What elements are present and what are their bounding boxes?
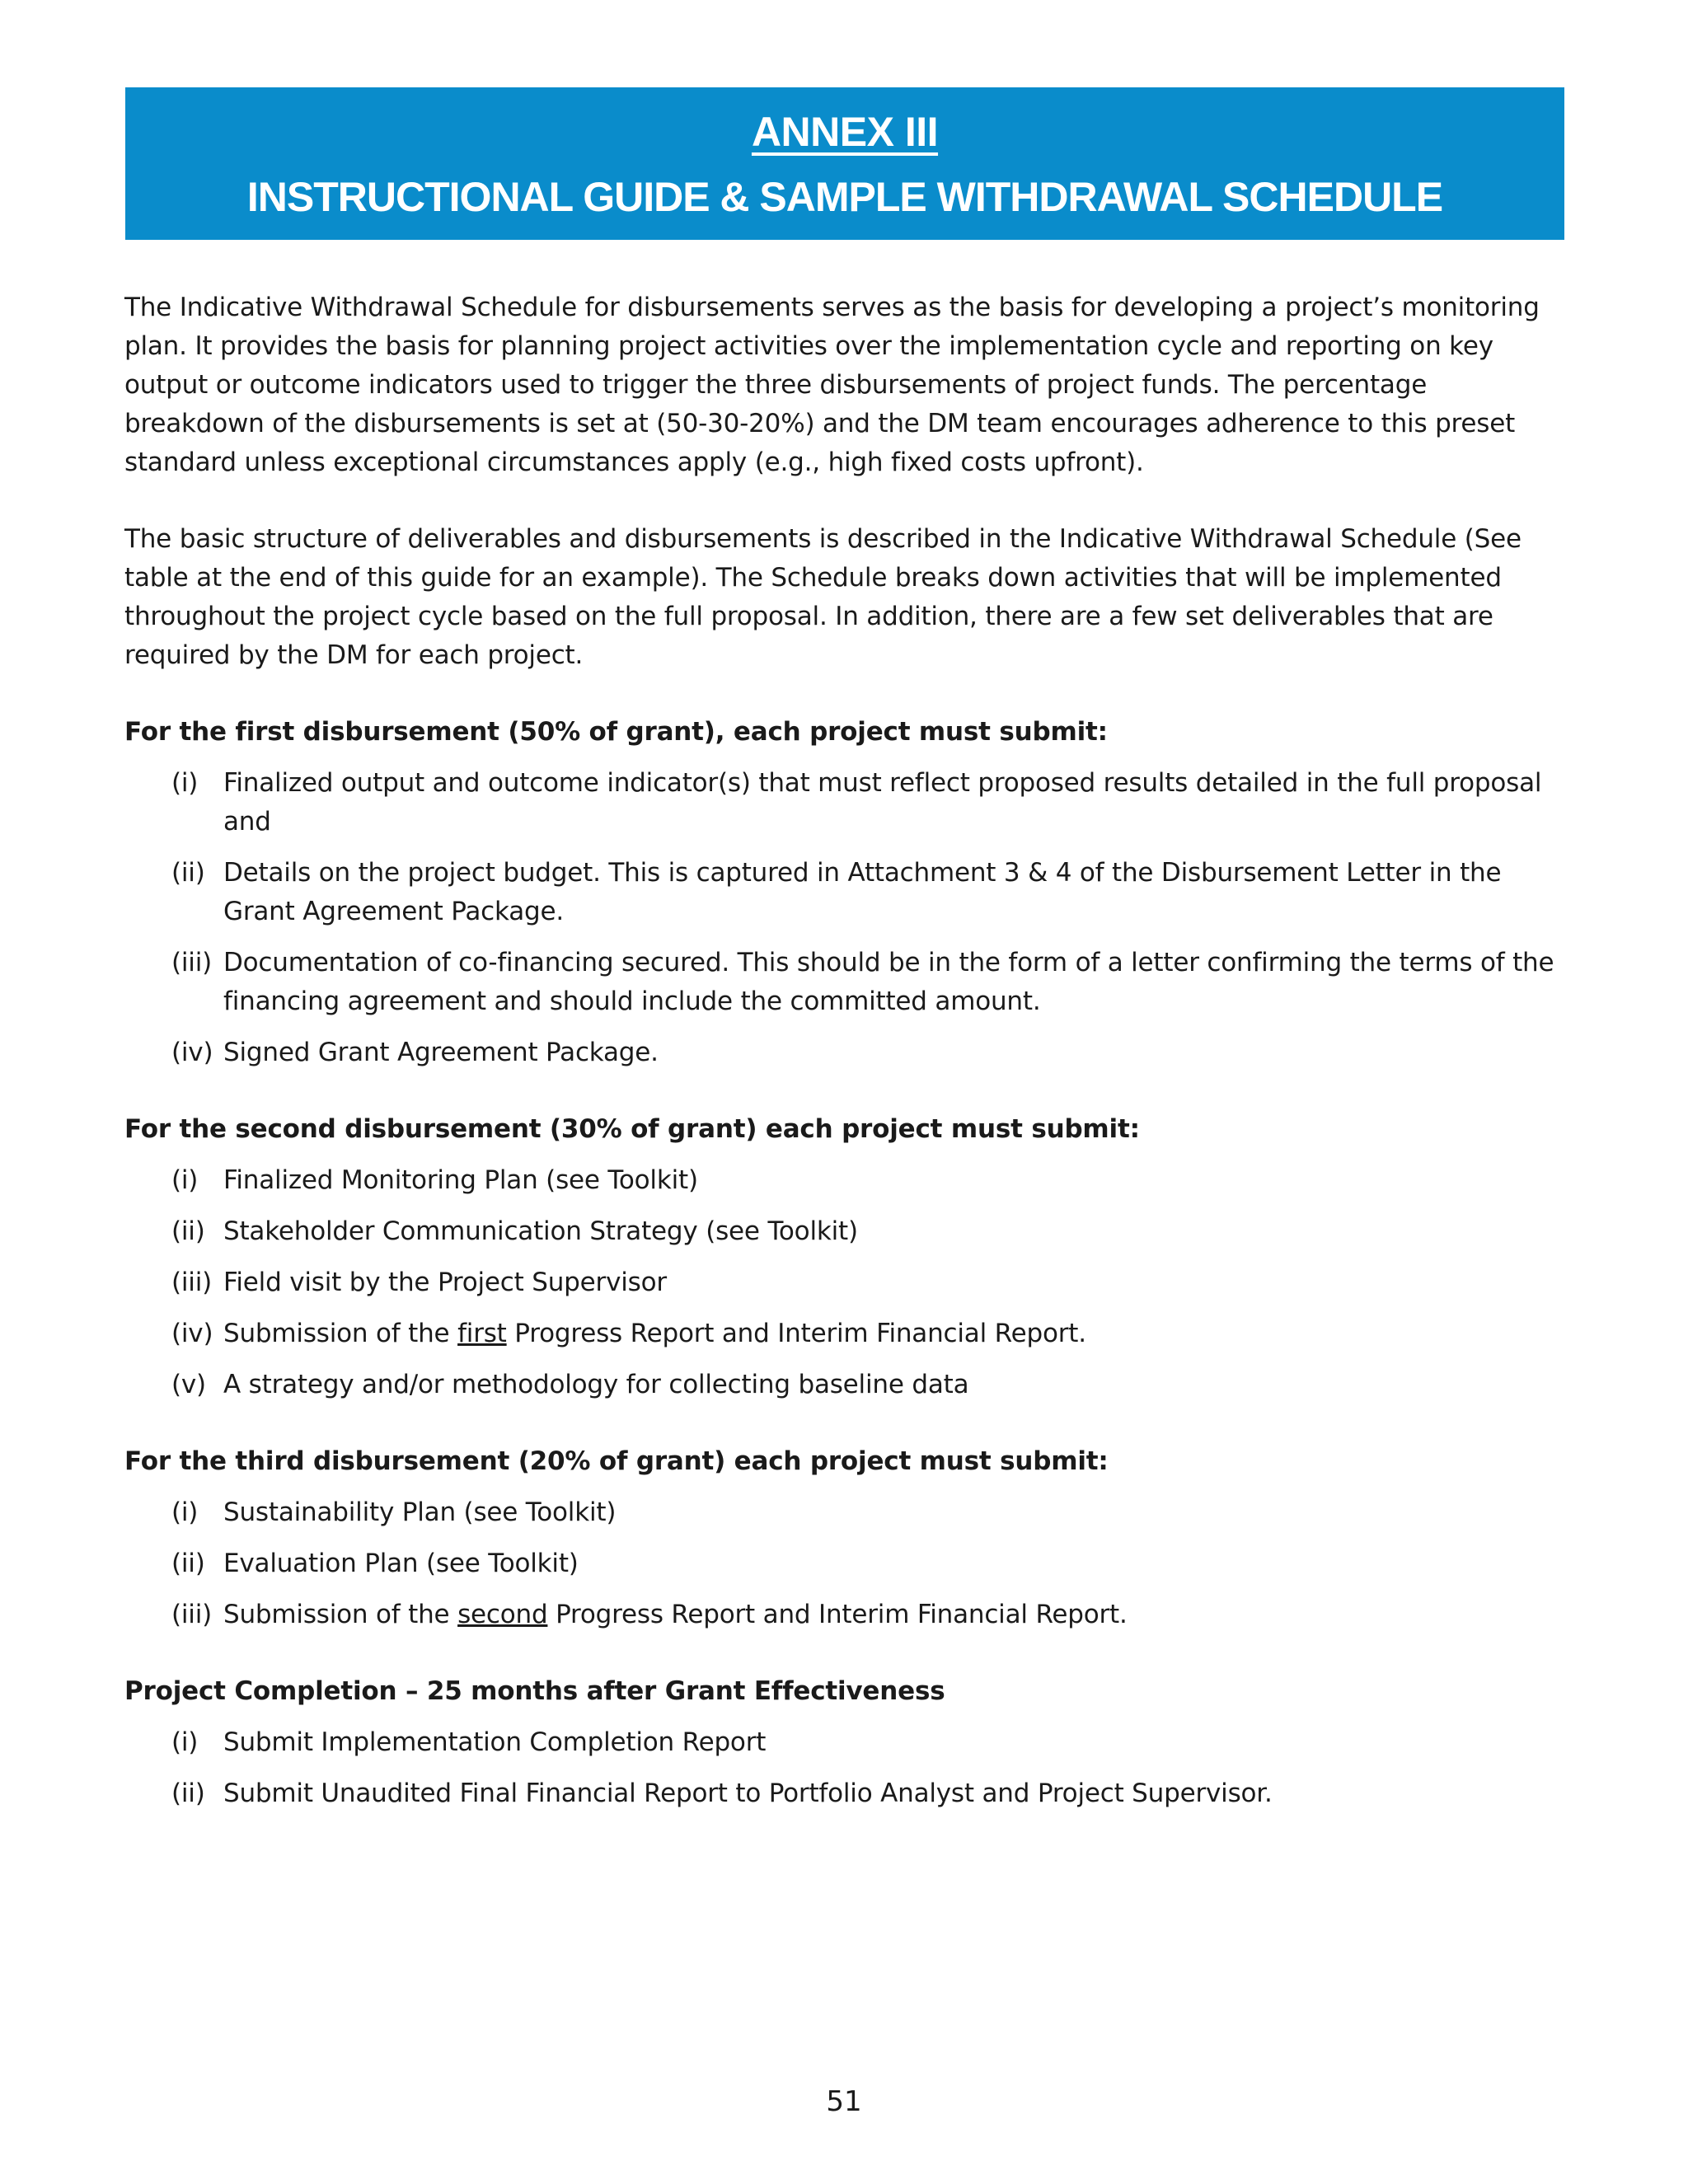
annex-subtitle: INSTRUCTIONAL GUIDE & SAMPLE WITHDRAWAL SCHEDULE (246, 174, 1443, 220)
first-disbursement-list (124, 764, 1567, 1072)
list-item-text: Details on the project budget. This is captured in Attachment 3 & 4 of the Disbursement Letter in the Grant Agreement Package. (223, 858, 1502, 926)
list-item (124, 1263, 1567, 1302)
list-marker: (ii) (171, 1216, 205, 1246)
list-item-text: Submit Implementation Completion Report (223, 1727, 767, 1757)
list-item-text: Signed Grant Agreement Package. (223, 1038, 659, 1067)
second-disbursement-list (124, 1161, 1567, 1404)
list-marker: (i) (171, 768, 199, 798)
list-item-text: Finalized Monitoring Plan (see Toolkit) (223, 1165, 698, 1195)
underlined-word: second (457, 1600, 548, 1629)
list-item-text: Field visit by the Project Supervisor (223, 1268, 667, 1297)
list-marker: (ii) (171, 1549, 205, 1578)
list-item-text: Evaluation Plan (see Toolkit) (223, 1549, 579, 1578)
list-item (124, 854, 1567, 931)
list-marker: (i) (171, 1497, 199, 1527)
intro-paragraph-2: The basic structure of deliverables and disbursements is described in the Indicative Withdrawal Schedule (See table at the end of this guide for an example). The Schedule breaks down activities that will be implemented throughout the project cycle based on the full proposal. In addition, there are a few set deliverables that are required by the DM for each project. (124, 524, 1522, 670)
text-before: Submission of the (223, 1600, 458, 1629)
list-item (124, 1774, 1567, 1813)
third-disbursement-list (124, 1493, 1567, 1634)
project-completion-heading: Project Completion – 25 months after Grant Effectiveness (124, 1676, 945, 1706)
annex-title: ANNEX III (751, 109, 939, 155)
list-item-text: Submit Unaudited Final Financial Report to Portfolio Analyst and Project Supervisor. (223, 1779, 1273, 1808)
list-marker: (iii) (171, 1600, 213, 1629)
list-item (124, 1033, 1567, 1072)
list-item (124, 1315, 1567, 1353)
intro-paragraph-1: The Indicative Withdrawal Schedule for disbursements serves as the basis for developing a project’s monitoring plan. It provides the basis for planning project activities over the implementation cycle and reporting on key output or outcome indicators used to trigger the three disbursements of project funds. The percentage breakdown of the disbursements is set at (50-30-20%) and the DM team encourages adherence to this preset standard unless exceptional circumstances apply (e.g., high fixed costs upfront). (124, 293, 1540, 477)
list-marker: (ii) (171, 1779, 205, 1808)
first-disbursement-heading: For the first disbursement (50% of grant), each project must submit: (124, 717, 1108, 747)
page-number: 51 (826, 2085, 862, 2118)
project-completion-list (124, 1723, 1567, 1813)
list-item (124, 1544, 1567, 1583)
list-item (124, 764, 1567, 841)
list-item (124, 1596, 1567, 1634)
list-marker: (ii) (171, 858, 205, 888)
list-marker: (i) (171, 1727, 199, 1757)
list-item-text: Documentation of co-financing secured. This should be in the form of a letter confirming the terms of the financing agreement and should include the committed amount. (223, 948, 1554, 1016)
list-item (124, 1161, 1567, 1200)
list-item-text (223, 1315, 1567, 1353)
list-item (124, 1723, 1567, 1762)
list-item-text: Finalized output and outcome indicator(s) that must reflect proposed results detailed in the full proposal and (223, 768, 1542, 837)
list-item-text: Stakeholder Communication Strategy (see Toolkit) (223, 1216, 858, 1246)
list-marker: (iv) (171, 1038, 213, 1067)
list-item (124, 944, 1567, 1021)
underlined-word: first (457, 1319, 507, 1348)
list-item-text: A strategy and/or methodology for collecting baseline data (223, 1370, 969, 1399)
list-item (124, 1366, 1567, 1404)
list-item-text (223, 1596, 1567, 1634)
list-item (124, 1493, 1567, 1532)
document-body (124, 288, 1567, 1851)
text-after: Progress Report and Interim Financial Report. (547, 1600, 1128, 1629)
third-disbursement-heading: For the third disbursement (20% of grant) each project must submit: (124, 1446, 1109, 1476)
text-after: Progress Report and Interim Financial Report. (506, 1319, 1086, 1348)
list-item-text: Sustainability Plan (see Toolkit) (223, 1497, 617, 1527)
annex-banner (125, 87, 1564, 240)
list-marker: (iv) (171, 1319, 213, 1348)
list-item (124, 1212, 1567, 1251)
list-marker: (iii) (171, 1268, 213, 1297)
list-marker: (i) (171, 1165, 199, 1195)
list-marker: (v) (171, 1370, 206, 1399)
list-marker: (iii) (171, 948, 213, 977)
text-before: Submission of the (223, 1319, 458, 1348)
second-disbursement-heading: For the second disbursement (30% of grant) each project must submit: (124, 1114, 1140, 1144)
